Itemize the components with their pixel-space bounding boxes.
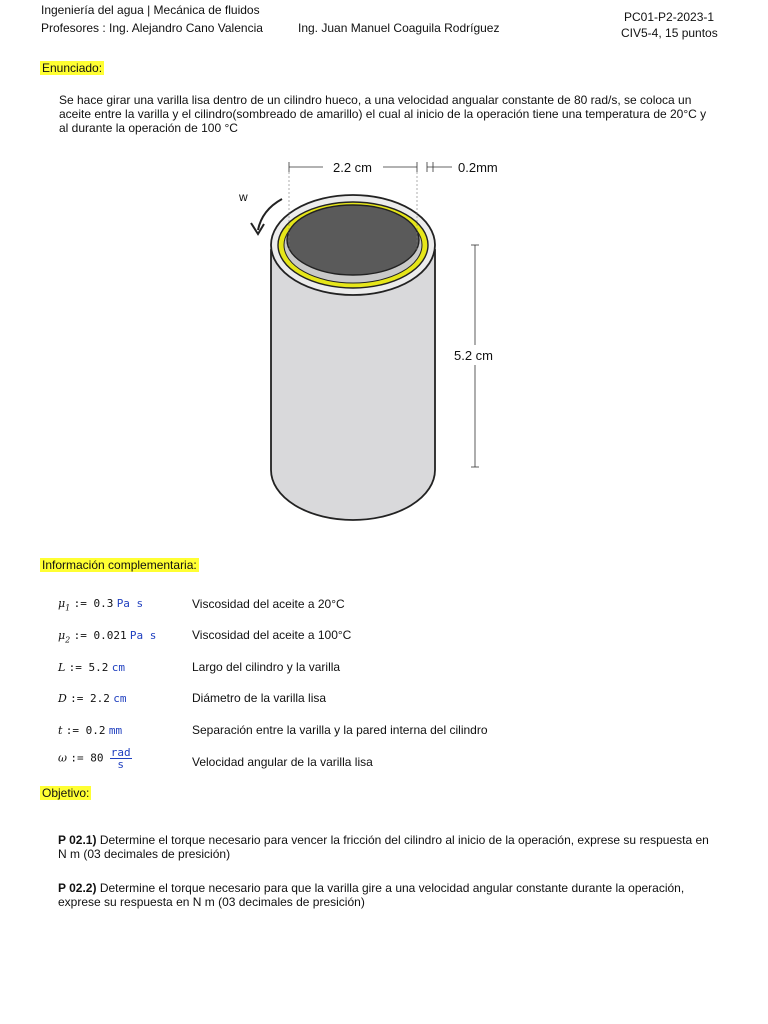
symbol: t — [58, 724, 63, 737]
omega-label: w — [239, 190, 248, 204]
info-row-mu2 — [58, 628, 156, 644]
question-1-line-1 — [58, 833, 709, 847]
info-row-omega — [58, 747, 132, 770]
question-1-tag: P 02.1) — [58, 833, 97, 847]
question-2-line-2: exprese su respuesta en N m (03 decimales de presición) — [58, 895, 365, 909]
exam-points: CIV5-4, 15 puntos — [621, 26, 718, 40]
desc-t: Separación entre la varilla y la pared interna del cilindro — [192, 723, 488, 737]
gap-label: 0.2mm — [458, 160, 498, 175]
question-1-line-2: N m (03 decimales de presición) — [58, 847, 231, 861]
question-1-text: Determine el torque necesario para vencer la fricción del cilindro al inicio de la operación, exprese su respuesta en — [96, 833, 709, 847]
info-row-mu1 — [58, 596, 143, 612]
info-row-t — [58, 723, 122, 737]
diameter-label: 2.2 cm — [333, 160, 373, 175]
info-row-D — [58, 691, 127, 705]
assign: := 80 — [70, 751, 104, 765]
unit-num: rad — [110, 746, 131, 759]
unit: mm — [108, 724, 123, 737]
unit: Pa s — [116, 597, 144, 610]
assign: := 5.2 — [68, 661, 109, 674]
unit: cm — [111, 661, 125, 674]
unit: cm — [113, 692, 127, 705]
assign: := 0.2 — [65, 724, 106, 737]
info-row-L — [58, 660, 125, 674]
statement-line-1: Se hace girar una varilla lisa dentro de un cilindro hueco, a una velocidad angualar constante de 80 rad/s, se coloca un — [59, 93, 692, 107]
desc-mu1: Viscosidad del aceite a 20°C — [192, 597, 345, 611]
symbol-sub: 1 — [65, 603, 71, 613]
question-2-tag: P 02.2) — [58, 881, 97, 895]
symbol: μ — [58, 629, 66, 642]
objective-label: Objetivo: — [42, 786, 90, 800]
teacher-2: Ing. Juan Manuel Coaguila Rodríguez — [298, 21, 500, 35]
symbol: D — [58, 692, 67, 705]
statement-line-2: aceite entre la varilla y el cilindro(sombreado de amarillo) el cual al inicio de la operación tiene una temperatura de 20°C y — [59, 107, 707, 121]
exam-code: PC01-P2-2023-1 — [624, 10, 715, 24]
desc-D: Diámetro de la varilla lisa — [192, 691, 327, 705]
unit: Pa s — [129, 629, 157, 642]
assign: := 0.3 — [73, 597, 114, 610]
teachers-line: Profesores : Ing. Alejandro Cano Valencia — [41, 21, 263, 35]
assign: := 2.2 — [70, 692, 110, 705]
question-2-line-1 — [58, 881, 684, 895]
symbol: ω — [58, 751, 67, 765]
info-label: Información complementaria: — [42, 558, 197, 572]
symbol-sub: 2 — [65, 635, 71, 645]
unit-den: s — [117, 758, 125, 771]
symbol: μ — [58, 597, 66, 610]
rod-top — [287, 205, 419, 275]
length-label: 5.2 cm — [454, 348, 494, 363]
desc-mu2: Viscosidad del aceite a 100°C — [192, 628, 352, 642]
desc-L: Largo del cilindro y la varilla — [192, 660, 341, 674]
question-2-text: Determine el torque necesario para que la varilla gire a una velocidad angular constante durante la operación, — [96, 881, 685, 895]
assign: := 0.021 — [73, 629, 127, 642]
statement-line-3: al durante la operación de 100 °C — [59, 121, 238, 135]
desc-omega: Velocidad angular de la varilla lisa — [192, 755, 373, 769]
unit-fraction — [110, 747, 132, 770]
course-title: Ingeniería del agua | Mecánica de fluidos — [41, 3, 260, 17]
statement-label: Enunciado: — [42, 61, 103, 75]
symbol: L — [58, 661, 66, 674]
